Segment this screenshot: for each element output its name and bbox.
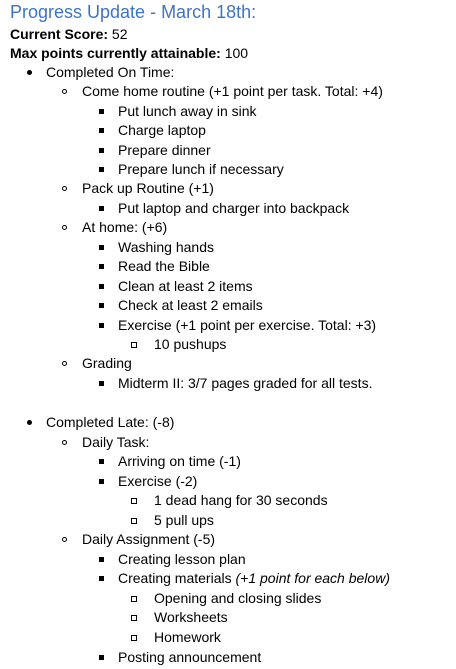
bullet-hollow-square-icon [131, 342, 137, 348]
bullet-square-icon [99, 303, 104, 308]
max-points-label: Max points currently attainable: [10, 45, 221, 61]
bullet-square-icon [99, 479, 104, 484]
list-item: Posting announcement [118, 649, 262, 665]
bullet-square-icon [99, 148, 104, 153]
grading-label: Grading [82, 355, 132, 371]
bullet-square-icon [99, 459, 104, 464]
bullet-square-icon [99, 264, 104, 269]
daily-task-label: Daily Task: [82, 434, 150, 450]
bullet-circle-icon [62, 440, 67, 445]
list-item: 10 pushups [154, 336, 227, 352]
bullet-square-icon [99, 206, 104, 211]
bullet-square-icon [99, 245, 104, 250]
come-home-label: Come home routine (+1 point per task. Total: +4) [82, 83, 383, 99]
current-score-line [10, 25, 128, 44]
bullet-square-icon [99, 557, 104, 562]
bullet-hollow-square-icon [131, 635, 137, 641]
list-item: 1 dead hang for 30 seconds [154, 492, 328, 508]
current-score-label: Current Score: [10, 26, 109, 42]
creating-materials-line [118, 569, 390, 588]
at-home-label: At home: (+6) [82, 219, 168, 235]
bullet-circle-icon [62, 537, 67, 542]
list-item: Put lunch away in sink [118, 103, 257, 119]
list-item: Exercise (+1 point per exercise. Total: +3) [118, 317, 377, 333]
section-late-label: Completed Late: (-8) [46, 414, 175, 430]
bullet-square-icon [99, 323, 104, 328]
bullet-hollow-square-icon [131, 596, 137, 602]
list-item: Arriving on time (-1) [118, 453, 241, 469]
bullet-square-icon [99, 109, 104, 114]
pack-up-label: Pack up Routine (+1) [82, 180, 214, 196]
bullet-circle-icon [62, 186, 67, 191]
max-points-value: 100 [224, 45, 249, 61]
list-item: 5 pull ups [154, 512, 214, 528]
bullet-square-icon [99, 128, 104, 133]
creating-materials-label: Creating materials [118, 570, 236, 586]
bullet-disc-icon [27, 70, 32, 75]
bullet-disc-icon [27, 420, 32, 425]
list-item: Worksheets [154, 609, 228, 625]
current-score-value: 52 [111, 26, 128, 42]
list-item: Opening and closing slides [154, 590, 322, 606]
bullet-circle-icon [62, 89, 67, 94]
list-item: Prepare lunch if necessary [118, 161, 284, 177]
max-points-line [10, 44, 248, 63]
list-item: Read the Bible [118, 258, 210, 274]
list-item: Homework [154, 629, 221, 645]
list-item: Midterm II: 3/7 pages graded for all tests. [118, 375, 373, 391]
list-item: Check at least 2 emails [118, 297, 263, 313]
bullet-circle-icon [62, 361, 67, 366]
bullet-square-icon [99, 655, 104, 660]
creating-materials-note: (+1 point for each below) [235, 570, 390, 586]
bullet-circle-icon [62, 225, 67, 230]
section-on-time-label: Completed On Time: [46, 64, 175, 80]
list-item: Charge laptop [118, 122, 206, 138]
bullet-square-icon [99, 576, 104, 581]
bullet-hollow-square-icon [131, 615, 137, 621]
list-item: Put laptop and charger into backpack [118, 200, 350, 216]
daily-assignment-label: Daily Assignment (-5) [82, 531, 216, 547]
list-item: Washing hands [118, 239, 214, 255]
list-item: Clean at least 2 items [118, 278, 253, 294]
bullet-hollow-square-icon [131, 518, 137, 524]
bullet-square-icon [99, 381, 104, 386]
list-item: Exercise (-2) [118, 473, 198, 489]
bullet-square-icon [99, 167, 104, 172]
bullet-hollow-square-icon [131, 498, 137, 504]
page-title: Progress Update - March 18th: [10, 2, 257, 22]
list-item: Creating lesson plan [118, 551, 246, 567]
bullet-square-icon [99, 284, 104, 289]
list-item: Prepare dinner [118, 142, 211, 158]
